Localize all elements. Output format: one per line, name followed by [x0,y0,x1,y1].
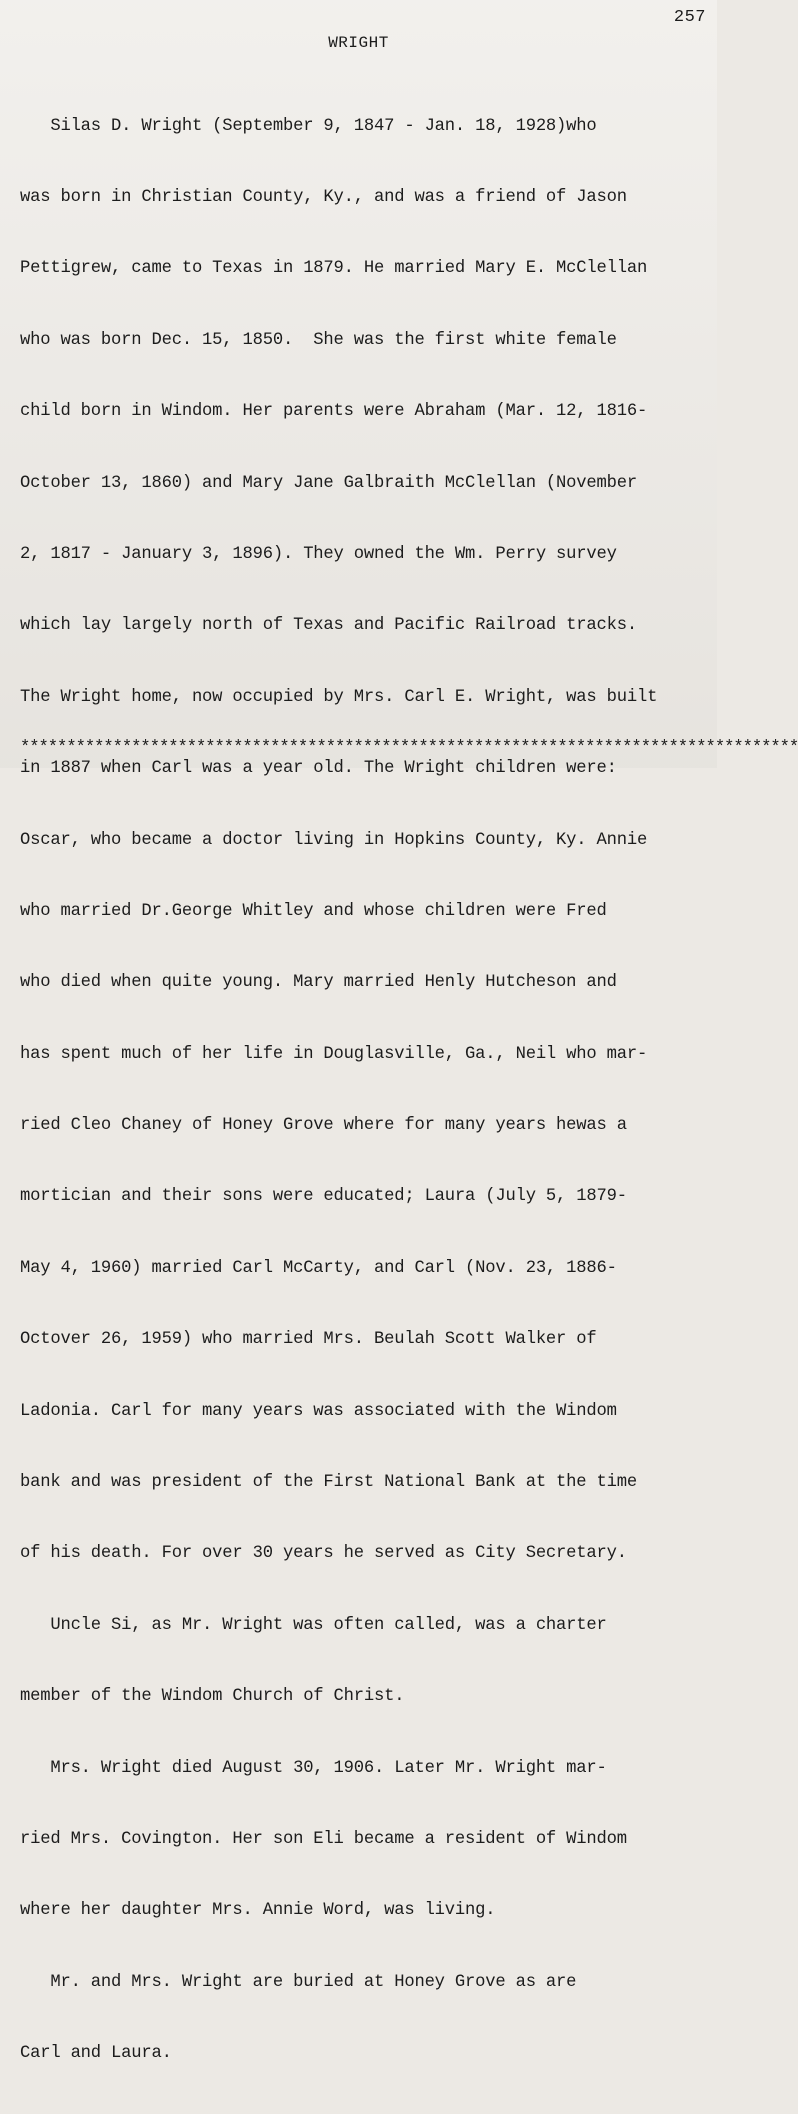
asterisk-separator: ************************************************************************************ [20,739,798,758]
text-line: 2, 1817 - January 3, 1896). They owned the Wm. Perry survey [20,544,617,564]
text-line: was born in Christian County, Ky., and was a friend of Jason [20,187,627,207]
page-number: 257 [673,8,706,27]
text-line: who married Dr.George Whitley and whose children were Fred [20,901,607,921]
text-line: ried Cleo Chaney of Honey Grove where for many years hewas a [20,1116,627,1136]
text-line: member of the Windom Church of Christ. [20,1687,405,1707]
text-line: who died when quite young. Mary married Henly Hutcheson and [20,973,617,993]
text-line: ried Mrs. Covington. Her son Eli became a resident of Windom [20,1829,627,1849]
text-line: October 13, 1860) and Mary Jane Galbraith McClellan (November [20,473,637,493]
text-line: Silas D. Wright (September 9, 1847 - Jan. 18, 1928)who [20,116,597,136]
text-line: Carl and Laura. [20,2044,172,2064]
text-line: May 4, 1960) married Carl McCarty, and Carl (Nov. 23, 1886- [20,1258,617,1278]
text-line: Oscar, who became a doctor living in Hopkins County, Ky. Annie [20,830,648,850]
text-line: Pettigrew, came to Texas in 1879. He married Mary E. McClellan [20,259,648,279]
text-line: mortician and their sons were educated; Laura (July 5, 1879- [20,1187,627,1207]
text-line: bank and was president of the First National Bank at the time [20,1473,637,1493]
text-line: Mr. and Mrs. Wright are buried at Honey Grove as are [20,1972,577,1992]
text-line: Mrs. Wright died August 30, 1906. Later Mr. Wright mar- [20,1758,607,1778]
text-line: child born in Windom. Her parents were Abraham (Mar. 12, 1816- [20,402,648,422]
text-line: has spent much of her life in Douglasville, Ga., Neil who mar- [20,1044,648,1064]
text-line: which lay largely north of Texas and Pacific Railroad tracks. [20,616,637,636]
text-line: where her daughter Mrs. Annie Word, was living. [20,1901,496,1921]
text-line: Uncle Si, as Mr. Wright was often called, was a charter [20,1615,607,1635]
text-line: who was born Dec. 15, 1850. She was the first white female [20,330,617,350]
text-line: in 1887 when Carl was a year old. The Wright children were: [20,759,617,779]
text-line: of his death. For over 30 years he served as City Secretary. [20,1544,627,1564]
text-line: Ladonia. Carl for many years was associated with the Windom [20,1401,617,1421]
text-line: The Wright home, now occupied by Mrs. Carl E. Wright, was built [20,687,658,707]
text-line: Octover 26, 1959) who married Mrs. Beulah Scott Walker of [20,1330,597,1350]
page-title: WRIGHT [328,34,389,52]
body-text [20,67,798,2114]
